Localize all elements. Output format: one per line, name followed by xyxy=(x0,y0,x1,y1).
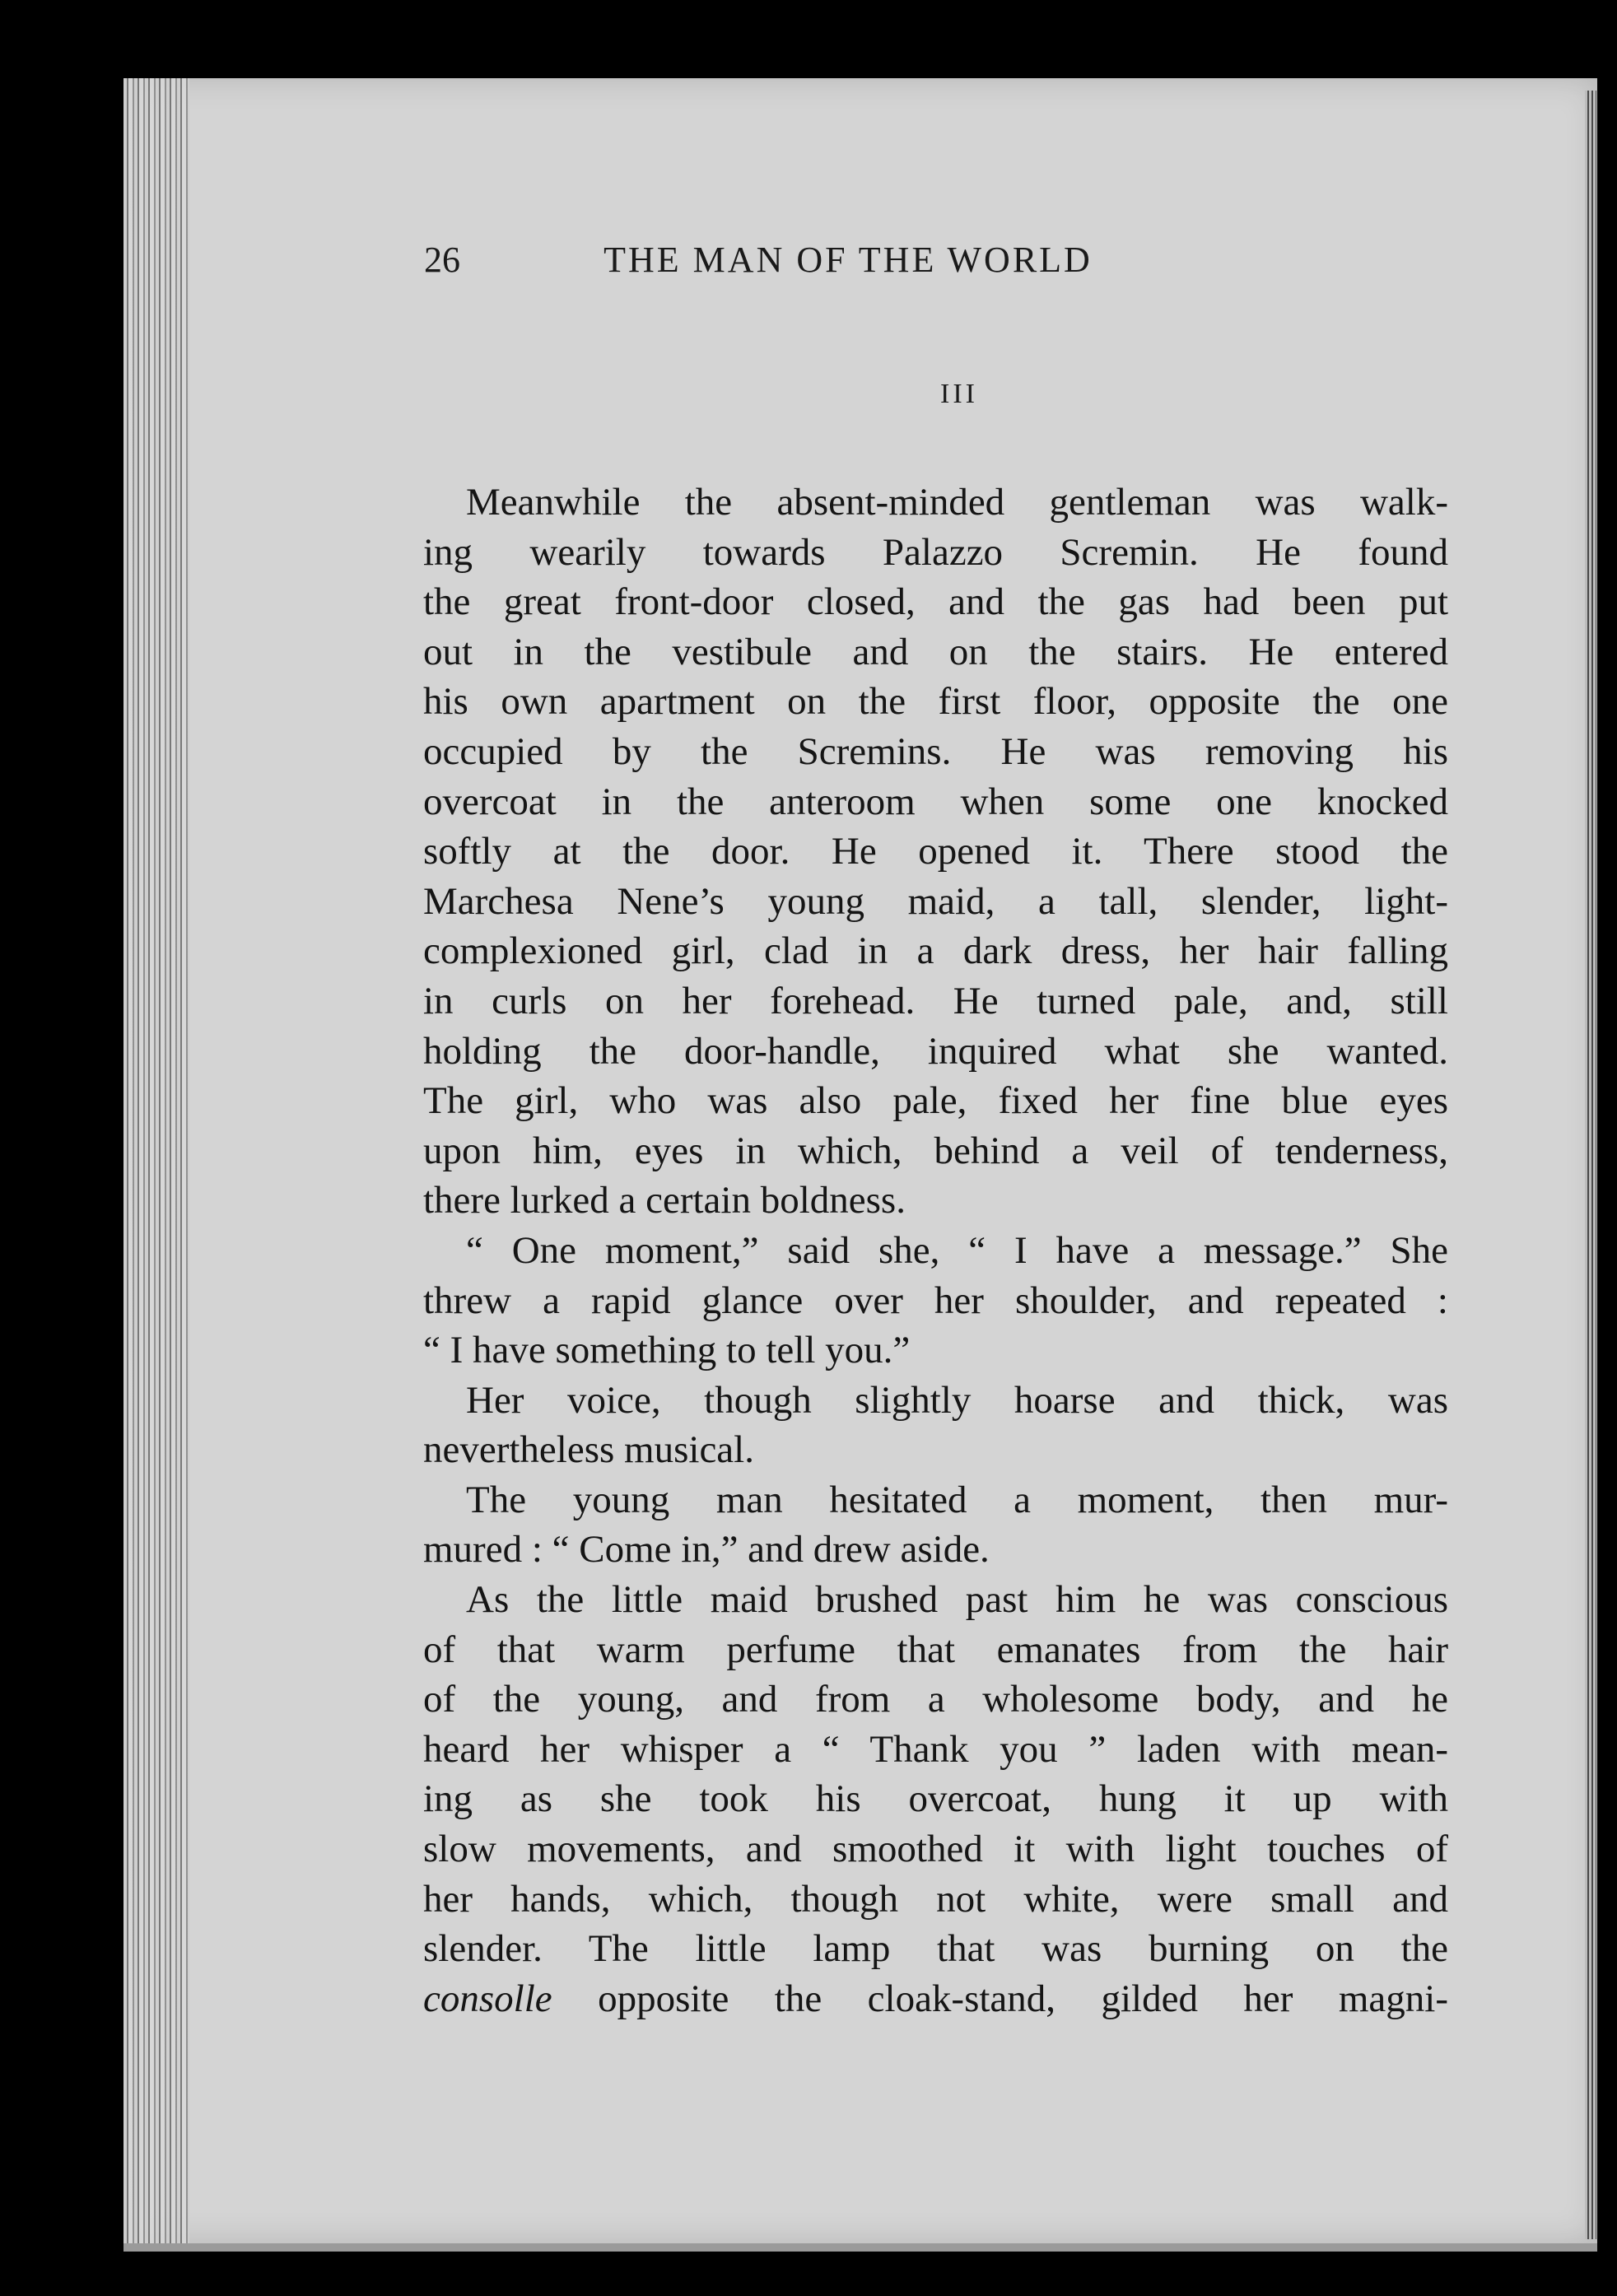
page-right-edge xyxy=(1585,91,1596,2239)
text-line xyxy=(423,727,1448,777)
text-line xyxy=(423,1525,1448,1575)
line-text: Marchesa Nene’s young maid, a tall, slender, light- xyxy=(423,879,1448,923)
text-line xyxy=(423,1674,1448,1725)
page-bottom-edge xyxy=(123,2243,1597,2252)
line-text: “ One moment,” said she, “ I have a message.” She xyxy=(466,1228,1448,1272)
text-line xyxy=(423,1276,1448,1326)
text-line xyxy=(423,1575,1448,1625)
text-line xyxy=(423,1076,1448,1126)
line-text: slender. The little lamp that was burning on the xyxy=(423,1927,1448,1971)
line-text: The girl, who was also pale, fixed her fine blue eyes xyxy=(423,1079,1448,1123)
line-text: nevertheless musical. xyxy=(423,1428,754,1472)
line-text: upon him, eyes in which, behind a veil of tenderness, xyxy=(423,1129,1448,1172)
text-line xyxy=(423,827,1448,877)
line-text: The young man hesitated a moment, then mur- xyxy=(466,1478,1448,1521)
line-text: complexioned girl, clad in a dark dress, her hair falling xyxy=(423,929,1448,973)
text-line xyxy=(423,1176,1448,1226)
line-text: ing wearily towards Palazzo Scremin. He found xyxy=(423,530,1448,574)
italic-word: consolle xyxy=(423,1977,552,2020)
text-line xyxy=(423,877,1448,927)
line-text: of the young, and from a wholesome body, and he xyxy=(423,1678,1448,1721)
section-number: III xyxy=(940,379,978,409)
text-line xyxy=(423,528,1448,578)
text-line xyxy=(423,477,1448,528)
text-line xyxy=(423,627,1448,678)
text-line xyxy=(423,1924,1448,1974)
line-text: of that warm perfume that emanates from the hair xyxy=(423,1628,1448,1671)
line-text: ing as she took his overcoat, hung it up with xyxy=(423,1777,1448,1821)
line-text: slow movements, and smoothed it with light touches of xyxy=(423,1828,1448,1871)
text-line xyxy=(423,1027,1448,1077)
text-line xyxy=(423,1475,1448,1525)
text-line xyxy=(423,1774,1448,1824)
text-line xyxy=(423,976,1448,1027)
line-text: As the little maid brushed past him he was conscious xyxy=(466,1578,1448,1622)
line-text: out in the vestibule and on the stairs. He entered xyxy=(423,630,1448,673)
line-text: Meanwhile the absent-minded gentleman was walk- xyxy=(466,481,1448,524)
text-line xyxy=(423,1725,1448,1775)
text-line xyxy=(423,1325,1448,1376)
line-text: opposite the cloak-stand, gilded her magni- xyxy=(552,1977,1448,2020)
line-text: the great front-door closed, and the gas had been put xyxy=(423,580,1448,624)
line-text: softly at the door. He opened it. There stood the xyxy=(423,830,1448,873)
text-line xyxy=(423,577,1448,627)
line-text: mured : “ Come in,” and drew aside. xyxy=(423,1528,990,1572)
text-line xyxy=(423,1625,1448,1675)
page-header xyxy=(424,239,1223,288)
line-text: there lurked a certain boldness. xyxy=(423,1179,906,1223)
line-text: holding the door-handle, inquired what she wanted. xyxy=(423,1029,1448,1073)
body-text xyxy=(423,477,1448,2024)
line-text: overcoat in the anteroom when some one knocked xyxy=(423,780,1448,823)
text-line xyxy=(423,1226,1448,1276)
text-line xyxy=(423,677,1448,727)
text-line xyxy=(423,1824,1448,1875)
line-text: “ I have something to tell you.” xyxy=(423,1329,911,1372)
line-text: her hands, which, though not white, were small and xyxy=(423,1877,1448,1921)
text-line xyxy=(423,1875,1448,1925)
text-line xyxy=(423,1376,1448,1426)
line-text: Her voice, though slightly hoarse and thick, was xyxy=(466,1378,1448,1422)
line-text: threw a rapid glance over her shoulder, and repeated : xyxy=(423,1278,1448,1322)
line-text: occupied by the Scremins. He was removing his xyxy=(423,729,1448,773)
book-binding-edge xyxy=(123,78,189,2243)
page-number: 26 xyxy=(424,240,460,280)
text-line xyxy=(423,777,1448,827)
line-text: heard her whisper a “ Thank you ” laden with mean- xyxy=(423,1727,1448,1771)
text-line xyxy=(423,1974,1448,2024)
line-text: in curls on her forehead. He turned pale, and, still xyxy=(423,979,1448,1022)
line-text: his own apartment on the first floor, opposite the one xyxy=(423,680,1448,724)
text-line xyxy=(423,1425,1448,1475)
text-line xyxy=(423,1126,1448,1176)
text-line xyxy=(423,926,1448,976)
running-head: THE MAN OF THE WORLD xyxy=(603,240,1093,280)
